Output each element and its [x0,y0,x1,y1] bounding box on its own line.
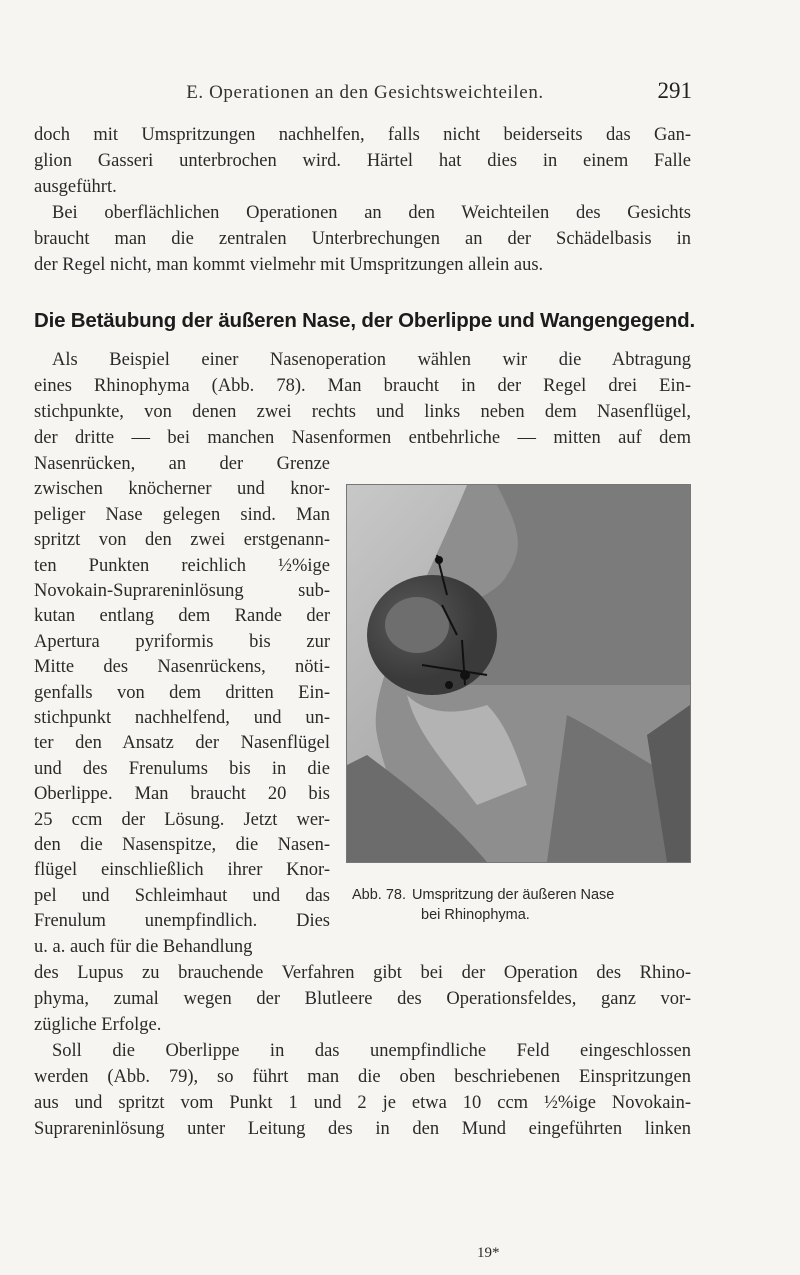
text-line: kutan entlang dem Rande der [34,606,330,627]
text-line: Soll die Oberlippe in das unempfindliche Feld eingeschlossen [52,1041,691,1061]
text-line: Suprareninlösung unter Leitung des in den Mund eingeführten linken [34,1119,691,1139]
figure-photo [346,484,691,863]
rhinophyma-photo [347,485,690,862]
text-line: ten Punkten reichlich ½%ige [34,555,330,576]
text-line: Frenulum unempfindlich. Dies [34,911,330,932]
text-line: u. a. auch für die Behandlung [34,936,253,957]
text-line: glion Gasseri unterbrochen wird. Härtel hat dies in einem Falle [34,151,691,171]
text-line: eines Rhinophyma (Abb. 78). Man braucht in der Regel drei Ein- [34,376,691,396]
text-line: Nasenrücken, an der Grenze [34,454,330,474]
running-title: E. Operationen an den Gesichtsweichteilen. [186,82,544,103]
text-line: zwischen knöcherner und knor- [34,479,330,500]
section-heading: Die Betäubung der äußeren Nase, der Oberlippe und Wangengegend. [34,309,695,332]
text-line: Oberlippe. Man braucht 20 bis [34,784,330,805]
text-line: Apertura pyriformis bis zur [34,631,330,652]
text-line: stichpunkte, von denen zwei rechts und links neben dem Nasenflügel, [34,402,691,422]
text-line: und des Frenulums bis in die [34,758,330,779]
text-line: zügliche Erfolge. [34,1015,162,1035]
text-line: spritzt von den zwei erstgenann- [34,530,330,551]
text-line: genfalls von dem dritten Ein- [34,682,330,703]
text-line: Bei oberflächlichen Operationen an den Weichteilen des Gesichts [52,203,691,223]
text-line: Als Beispiel einer Nasenoperation wählen wir die Abtragung [52,350,691,370]
page-header [0,78,800,108]
text-line: phyma, zumal wegen der Blutleere des Operationsfeldes, ganz vor- [34,989,691,1009]
text-line: der Regel nicht, man kommt vielmehr mit Umspritzungen allein aus. [34,255,544,275]
text-line: braucht man die zentralen Unterbrechungen an der Schädelbasis in [34,229,691,249]
text-line: aus und spritzt vom Punkt 1 und 2 je etwa 10 ccm ½%ige Novokain- [34,1093,691,1113]
text-line: ausgeführt. [34,177,117,197]
caption-line-1: Umspritzung der äußeren Nase [412,887,615,903]
text-line: peliger Nase gelegen sind. Man [34,504,330,525]
caption-line-2: bei Rhinophyma. [421,907,530,923]
text-line: ter den Ansatz der Nasenflügel [34,733,330,754]
text-line: 25 ccm der Lösung. Jetzt wer- [34,809,330,830]
text-line: den die Nasenspitze, die Nasen- [34,835,330,855]
text-line: werden (Abb. 79), so führt man die oben beschriebenen Einspritzungen [34,1067,691,1087]
text-line: pel und Schleimhaut und das [34,885,330,906]
text-line: doch mit Umspritzungen nachhelfen, falls nicht beiderseits das Gan- [34,125,691,145]
text-line: Novokain-Suprareninlösung sub- [34,581,330,601]
text-line: flügel einschließlich ihrer Knor- [34,860,330,881]
text-line: der dritte — bei manchen Nasenformen entbehrliche — mitten auf dem [34,428,691,448]
page-number: 291 [657,78,692,103]
text-line: Mitte des Nasenrückens, nöti- [34,657,330,678]
signature-mark: 19* [477,1245,500,1261]
text-line: stichpunkt nachhelfend, und un- [34,708,330,728]
figure-label: Abb. 78. [352,887,407,903]
figure-caption [352,885,692,925]
text-line: des Lupus zu brauchende Verfahren gibt bei der Operation des Rhino- [34,963,691,983]
